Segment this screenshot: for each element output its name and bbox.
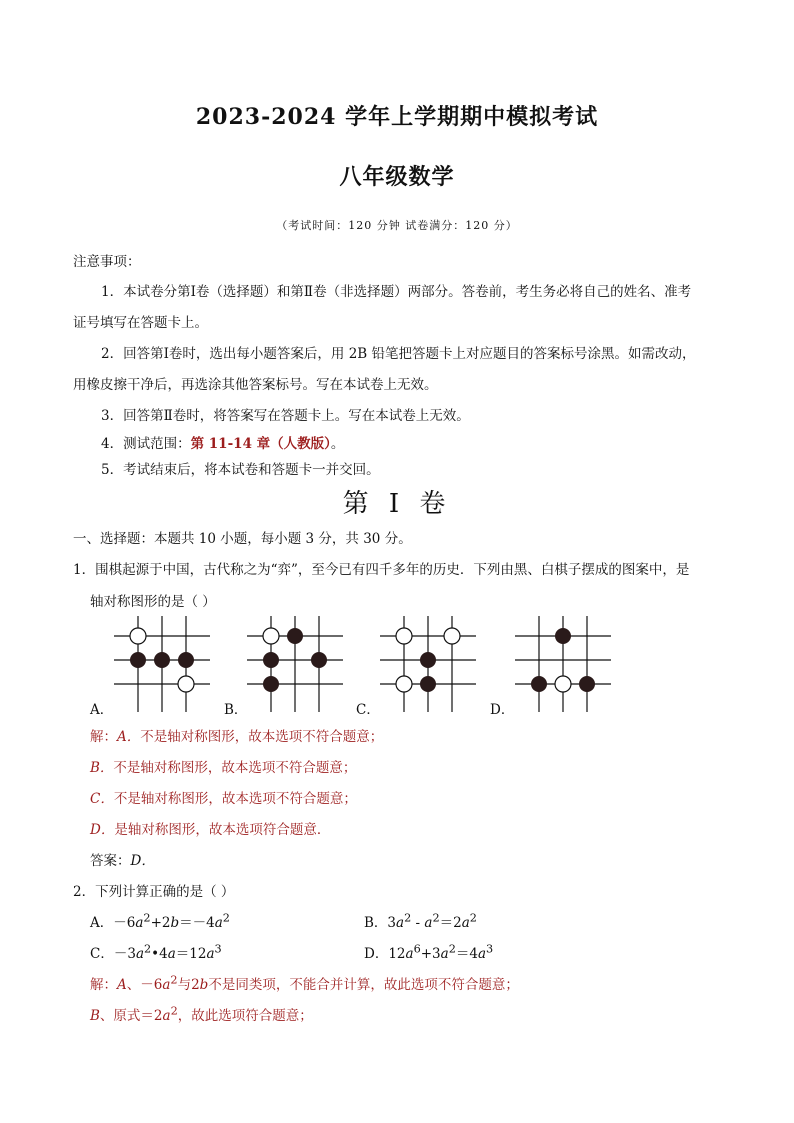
note-2-line-2: 用橡皮擦干净后，再选涂其他答案标号。写在本试卷上无效。 (73, 377, 438, 393)
q1-answer (90, 849, 155, 869)
q1-solution-d (90, 818, 330, 838)
black-stone (420, 652, 436, 668)
q1-answer-prefix: 答案： (90, 853, 131, 869)
note-3: 3．回答第Ⅱ卷时，将答案写在答题卡上。写在本试卷上无效。 (101, 408, 470, 424)
note-2-line-1: 2．回答第Ⅰ卷时，选出每小题答案后，用 2B 铅笔把答题卡上对应题目的答案标号涂黑。如需改动， (101, 346, 696, 362)
q1-solution-b (90, 756, 356, 776)
q2-option-d: D．$12a^6+3a^2=4a^3$ (364, 942, 494, 962)
black-stone (178, 652, 194, 668)
volume-title: 第 I 卷 (342, 489, 452, 519)
q1-sol-d-label: D． (90, 822, 115, 838)
q2-solution-a: 解：A、$-6a^2$与2b不是同类项，不能合并计算，故此选项不符合题意； (90, 973, 519, 993)
black-stone (555, 628, 571, 644)
black-stone (130, 652, 146, 668)
q2-solution-prefix: 解： (90, 977, 117, 993)
white-stone (396, 676, 412, 692)
go-board-d (511, 612, 615, 716)
note-4 (101, 432, 344, 452)
exam-title: 2023-2024 学年上学期期中模拟考试 (195, 104, 599, 130)
q1-option-b-label: B． (224, 702, 248, 718)
q2-option-a-label: A． (90, 915, 114, 931)
q2-option-b: B．$3a^2 - a^2=2a^2$ (364, 911, 477, 931)
note-4-range: 第 11-14 章（人教版） (190, 436, 331, 452)
white-stone (444, 628, 460, 644)
exam-subtitle: 八年级数学 (339, 164, 455, 190)
q1-sol-c-text: 不是轴对称图形，故本选项不符合题意； (113, 791, 357, 807)
black-stone (287, 628, 303, 644)
q2-option-c: C．$-3a^2•4a=12a^3$ (90, 942, 222, 962)
q1-sol-a-text: 不是轴对称图形，故本选项不符合题意； (140, 729, 384, 745)
q1-stem-line-1: 1．围棋起源于中国，古代称之为“弈”，至今已有四千多年的历史．下列由黑、白棋子摆成的图案中，是 (73, 562, 690, 578)
section-heading: 一、选择题：本题共 10 小题，每小题 3 分，共 30 分。 (73, 531, 412, 547)
white-stone (263, 628, 279, 644)
q1-sol-b-label: B． (90, 760, 114, 776)
q2-sol-b-mid: 原式＝2 (113, 1008, 163, 1024)
q2-option-d-label: D． (364, 946, 389, 962)
q1-sol-b-text: 不是轴对称图形，故本选项不符合题意； (113, 760, 357, 776)
black-stone (311, 652, 327, 668)
q2-option-c-label: C． (90, 946, 114, 962)
notes-heading: 注意事项： (73, 254, 141, 270)
go-board-a (110, 612, 214, 716)
note-1-line-1: 1．本试卷分第Ⅰ卷（选择题）和第Ⅱ卷（非选择题）两部分。答卷前，考生务必将自己的姓名、准考 (101, 284, 692, 300)
white-stone (396, 628, 412, 644)
black-stone (263, 652, 279, 668)
q2-sol-a-label: A (117, 977, 127, 993)
q1-option-c-label: C． (356, 702, 380, 718)
q1-sol-c-label: C． (90, 791, 114, 807)
go-board-b (243, 612, 347, 716)
q2-sol-a-mid: 与 (177, 977, 192, 993)
q1-stem-line-2: 轴对称图形的是（ ） (90, 594, 216, 610)
black-stone (263, 676, 279, 692)
white-stone (555, 676, 571, 692)
note-4-prefix: 4．测试范围： (101, 436, 191, 452)
q1-answer-value: D． (130, 853, 155, 869)
black-stone (579, 676, 595, 692)
q2-sol-b-label: B (90, 1008, 100, 1024)
white-stone (178, 676, 194, 692)
q2-option-a: A．$-6a^2+2b=-4a^2$ (90, 911, 230, 931)
q2-stem: 2．下列计算正确的是（ ） (73, 884, 235, 900)
q1-sol-d-text: 是轴对称图形，故本选项符合题意． (114, 822, 331, 838)
black-stone (420, 676, 436, 692)
note-5: 5．考试结束后，将本试卷和答题卡一并交回。 (101, 462, 380, 478)
q2-sol-a-tail: 不是同类项，不能合并计算，故此选项不符合题意； (208, 977, 519, 993)
q1-option-d-label: D． (490, 702, 515, 718)
white-stone (130, 628, 146, 644)
q2-sol-b-tail: ，故此选项符合题意； (177, 1008, 313, 1024)
go-board-c (376, 612, 480, 716)
exam-info: （考试时间：120 分钟 试卷满分：120 分） (276, 219, 518, 232)
q1-option-a-label: A． (90, 702, 114, 718)
q1-solution-c (90, 787, 357, 807)
black-stone (531, 676, 547, 692)
q2-option-b-label: B． (364, 915, 388, 931)
q2-solution-b: B、原式$=2a^2$，故此选项符合题意； (90, 1004, 313, 1024)
note-4-suffix: 。 (330, 436, 345, 452)
q1-solution-a (90, 725, 383, 745)
black-stone (154, 652, 170, 668)
note-1-line-2: 证号填写在答题卡上。 (73, 315, 208, 331)
q1-solution-prefix: 解： (90, 729, 117, 745)
q1-sol-a-label: A． (117, 729, 141, 745)
